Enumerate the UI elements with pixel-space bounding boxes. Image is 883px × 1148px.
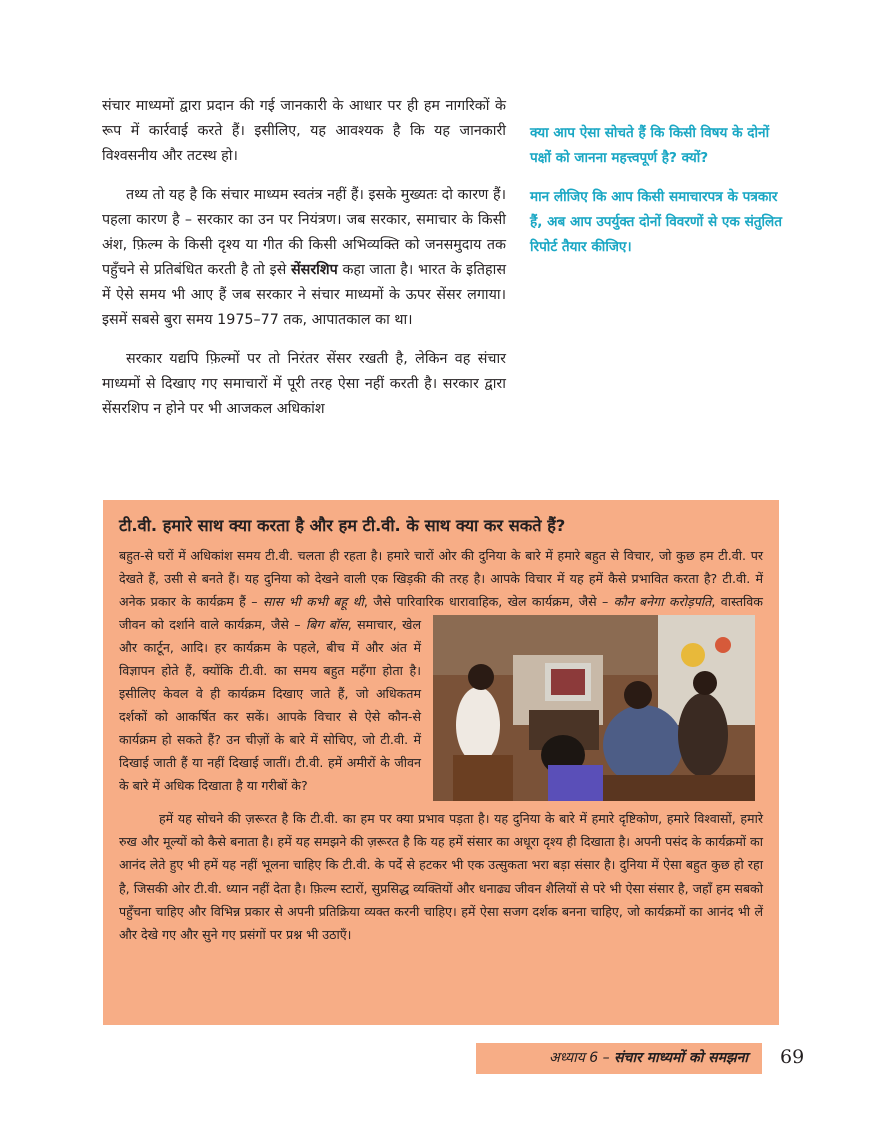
chapter-label: अध्याय 6 – — [549, 1050, 610, 1066]
box-text-3: , वास्तविक जीवन को दर्शाने वाले कार्यक्रम, जैसे – — [119, 594, 763, 632]
family-watching-tv-photo — [433, 615, 755, 801]
box-text-4-wrap — [119, 617, 421, 793]
paragraph-2-part-a: तथ्य तो यह है कि संचार माध्यम स्वतंत्र नहीं हैं। इसके मुख्यतः दो कारण हैं। पहला कारण है – सरकार का उन पर नियंत्रण। जब सरकार, समाचार के किसी अंश, फ़िल्म के किसी दृश्य या गीत की किसी अभिव्यक्ति को जनसमुदाय तक पहुँचने से प्रतिबंधित करती है तो इसे — [102, 187, 506, 278]
tv-info-box — [103, 500, 779, 1025]
chapter-footer — [476, 1043, 762, 1074]
box-text-1: बहुत-से घरों में अधिकांश समय टी.वी. चलता ही रहता है। हमारे चारों ओर की दुनिया के बारे में हमारे बहुत से विचार, जो कुछ हम टी.वी. पर देखते हैं, उसी से बनते हैं। यह दुनिया को देखने वाली एक खिड़की की तरह है। आपके विचार में यह हमें कैसे प्रभावित करता है? टी.वी. में अनेक प्रकार के कार्यक्रम हैं – — [119, 548, 763, 609]
chapter-title: संचार माध्यमों को समझना — [614, 1050, 748, 1066]
box-title: टी.वी. हमारे साथ क्या करता है और हम टी.वी. के साथ क्या कर सकते हैं? — [119, 516, 566, 535]
censorship-term: सेंसरशिप — [290, 262, 338, 278]
photo-illustration — [433, 615, 755, 801]
show-name-3: बिग बॉस — [305, 617, 348, 632]
main-text-column — [102, 94, 506, 436]
show-name-2: कौन बनेगा करोड़पति — [613, 594, 712, 609]
box-text-4: , समाचार, खेल और कार्टून, आदि। हर कार्यक्रम के पहले, बीच में और अंत में विज्ञापन होते हैं, क्योंकि टी.वी. का समय बहुत महँगा होता है। इसीलिए केवल वे ही कार्यक्रम दिखाए जाते हैं, जो अधिकतम दर्शकों को आकर्षित कर सकें। आपके विचार से ऐसे कौन-से कार्यक्रम हो सकते हैं? उन चीज़ों के बारे में सोचिए, जो टी.वी. में दिखाई जाती हैं या नहीं दिखाई जातीं। टी.वी. हमें अमीरों के जीवन के बारे में अधिक दिखाता है या गरीबों के? — [119, 617, 421, 793]
box-lower-text — [119, 807, 763, 946]
side-question-1: क्या आप ऐसा सोचते हैं कि किसी विषय के दोनों पक्षों को जानना महत्त्वपूर्ण है? क्यों? — [530, 125, 770, 166]
box-text-2: , जैसे पारिवारिक धारावाहिक, खेल कार्यक्रम, जैसे – — [363, 594, 609, 609]
paragraph-1: संचार माध्यमों द्वारा प्रदान की गई जानकारी के आधार पर ही हम नागरिकों के रूप में कार्रवाई करते हैं। इसीलिए, यह आवश्यक है कि यह जानकारी विश्वसनीय और तटस्थ हो। — [102, 98, 506, 164]
side-question-2: मान लीजिए कि आप किसी समाचारपत्र के पत्रकार हैं, अब आप उपर्युक्त दोनों विवरणों से एक संतुलित रिपोर्ट तैयार कीजिए। — [530, 189, 783, 255]
paragraph-3: सरकार यद्यपि फ़िल्मों पर तो निरंतर सेंसर रखती है, लेकिन वह संचार माध्यमों से दिखाए गए समाचारों में पूरी तरह ऐसा नहीं करती है। सरकार द्वारा सेंसरशिप न होने पर भी आजकल अधिकांश — [102, 351, 506, 417]
box-text-5: हमें यह सोचने की ज़रूरत है कि टी.वी. का हम पर क्या प्रभाव पड़ता है। यह दुनिया के बारे में हमारे दृष्टिकोण, हमारे विश्वासों, हमारे रुख और मूल्यों को कैसे बनाता है। हमें यह समझने की ज़रूरत है कि यह हमें संसार का अधूरा दृश्य ही दिखाता है। अपनी पसंद के कार्यक्रमों का आनंद लेते हुए भी हमें यह नहीं भूलना चाहिए कि टी.वी. के पर्दे से हटकर भी एक उत्सुकता भरा बड़ा संसार है। दुनिया में ऐसा बहुत कुछ हो रहा है, जिसकी ओर टी.वी. ध्यान नहीं देता है। फ़िल्म स्टारों, सुप्रसिद्ध व्यक्तियों और धनाढ्य जीवन शैलियों से परे भी ऐसा संसार है, जहाँ हम सबको पहुँचना चाहिए और विभिन्न प्रकार से अपनी प्रतिक्रिया व्यक्त करनी चाहिए। हमें ऐसा सजग दर्शक बनना चाहिए, जो कार्यक्रमों का आनंद भी लें और देखे गए और सुने गए प्रसंगों पर प्रश्न भी उठाएँ। — [119, 811, 763, 943]
side-questions — [530, 121, 785, 274]
paragraph-2 — [102, 183, 506, 333]
page-number: 69 — [780, 1046, 805, 1068]
box-upper-text — [119, 544, 763, 797]
paragraph-2-part-b: कहा जाता है। भारत के इतिहास में ऐसे समय भी आए हैं जब सरकार ने संचार माध्यमों के ऊपर सेंसर लगाया। इसमें सबसे बुरा समय 1975–77 तक, आपातकाल का था। — [102, 262, 507, 328]
show-name-1: सास भी कभी बहू थी — [262, 594, 364, 609]
